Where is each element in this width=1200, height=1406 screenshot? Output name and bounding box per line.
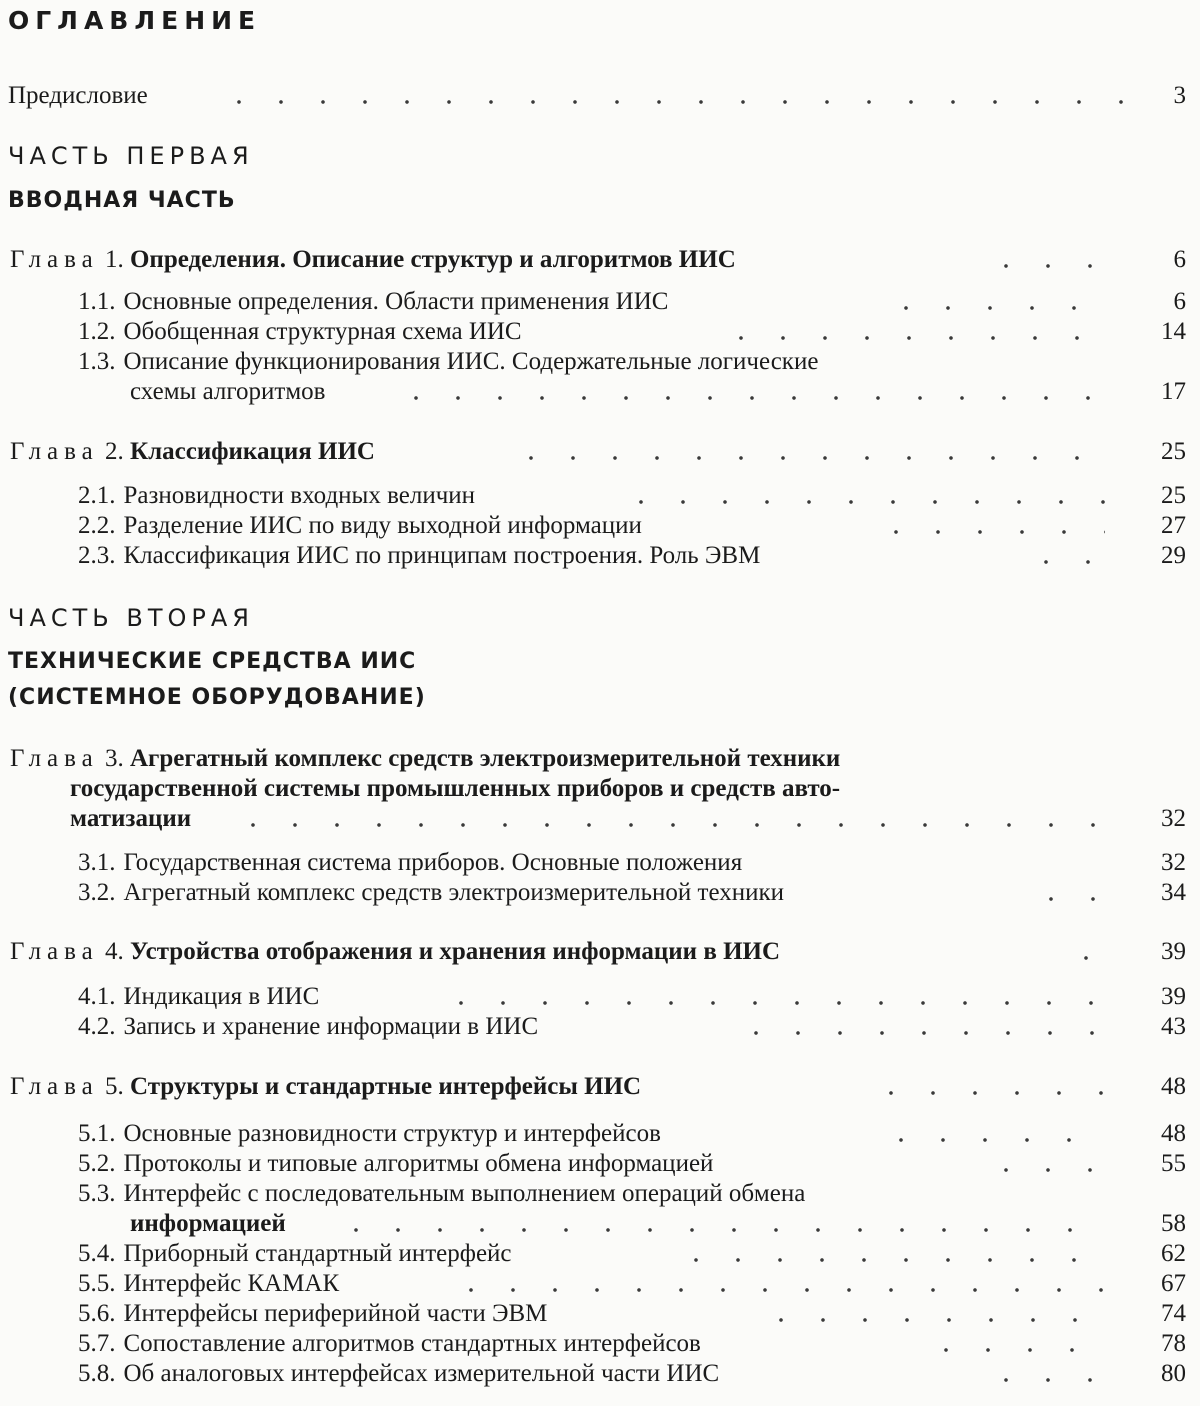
section-title bbox=[78, 1013, 538, 1041]
section-number: 4.1. bbox=[78, 983, 116, 1010]
chapter-number: 1. bbox=[104, 246, 124, 273]
section-number: 2.1. bbox=[78, 482, 116, 509]
section-title bbox=[78, 1120, 661, 1148]
dot-leader bbox=[885, 305, 1105, 311]
page-number: 39 bbox=[1161, 983, 1186, 1010]
part-label: ЧАСТЬ ВТОРАЯ bbox=[8, 604, 254, 632]
section-number: 5.3. bbox=[78, 1180, 116, 1207]
section-title bbox=[78, 983, 319, 1011]
section-number: 5.6. bbox=[78, 1300, 116, 1327]
toc-chapter bbox=[0, 1073, 1200, 1103]
dot-leader bbox=[985, 1167, 1105, 1173]
toc-section bbox=[0, 1360, 1200, 1390]
section-title bbox=[78, 1150, 713, 1178]
entry-title: Предисловие bbox=[8, 82, 148, 109]
dot-leader bbox=[925, 1347, 1105, 1353]
dot-leader bbox=[510, 455, 1105, 461]
dot-leader bbox=[985, 263, 1105, 269]
toc-section bbox=[0, 1150, 1200, 1180]
chapter-number: 3. bbox=[104, 745, 124, 772]
toc-chapter bbox=[0, 745, 1200, 775]
chapter-title bbox=[10, 938, 780, 966]
section-number: 5.1. bbox=[78, 1120, 116, 1147]
dot-leader bbox=[335, 1227, 1105, 1233]
part-title-continued: (СИСТЕМНОЕ ОБОРУДОВАНИЕ) bbox=[8, 685, 426, 710]
page-number: 74 bbox=[1161, 1300, 1186, 1327]
chapter-name-continued: матизации bbox=[70, 805, 192, 832]
section-name: Обобщенная структурная схема ИИС bbox=[123, 318, 522, 345]
page-number: 67 bbox=[1161, 1270, 1186, 1297]
dot-leader bbox=[675, 1257, 1105, 1263]
chapter-number: 4. bbox=[104, 938, 124, 965]
section-title bbox=[78, 1360, 719, 1388]
section-name: Интерфейс КАМАК bbox=[123, 1270, 340, 1297]
section-title bbox=[78, 348, 818, 376]
glava-word: Глава bbox=[10, 938, 99, 965]
section-title bbox=[78, 288, 668, 316]
section-title bbox=[78, 318, 522, 346]
page-number: 48 bbox=[1161, 1073, 1186, 1100]
glava-word: Глава bbox=[10, 438, 99, 465]
toc-section bbox=[0, 348, 1200, 378]
page-number: 55 bbox=[1161, 1150, 1186, 1177]
dot-leader bbox=[218, 99, 1158, 105]
toc-section bbox=[0, 1120, 1200, 1150]
page-number: 3 bbox=[1173, 82, 1186, 109]
toc-chapter bbox=[0, 938, 1200, 968]
toc-section bbox=[0, 879, 1200, 909]
section-name: Запись и хранение информации в ИИС bbox=[123, 1013, 539, 1040]
toc-section bbox=[0, 1013, 1200, 1043]
toc-chapter bbox=[0, 246, 1200, 276]
page-number: 25 bbox=[1161, 438, 1186, 465]
section-number: 1.1. bbox=[78, 288, 116, 315]
section-title bbox=[78, 542, 760, 570]
section-name: Основные определения. Области применения ИИС bbox=[123, 288, 669, 315]
dot-leader bbox=[395, 395, 1105, 401]
section-name: Приборный стандартный интерфейс bbox=[123, 1240, 512, 1267]
dot-leader bbox=[735, 1030, 1105, 1036]
chapter-number: 2. bbox=[104, 438, 124, 465]
section-name: Основные разновидности структур и интерфейсов bbox=[123, 1120, 661, 1147]
chapter-name: Классификация ИИС bbox=[129, 438, 375, 465]
part-title: ВВОДНАЯ ЧАСТЬ bbox=[8, 188, 236, 213]
glava-word: Глава bbox=[10, 1073, 99, 1100]
dot-leader bbox=[1030, 896, 1105, 902]
page-number: 27 bbox=[1161, 512, 1186, 539]
chapter-name-continued: государственной системы промышленных приборов и средств авто- bbox=[70, 775, 841, 802]
page-number: 25 bbox=[1161, 482, 1186, 509]
section-title bbox=[78, 849, 742, 877]
part-title: ТЕХНИЧЕСКИЕ СРЕДСТВА ИИС bbox=[8, 649, 417, 674]
toc-section bbox=[0, 542, 1200, 572]
section-number: 5.7. bbox=[78, 1330, 116, 1357]
toc-section bbox=[0, 288, 1200, 318]
section-title bbox=[78, 1180, 805, 1208]
section-name: Описание функционирования ИИС. Содержательные логические bbox=[123, 348, 819, 375]
chapter-name: Агрегатный комплекс средств электроизмерительной техники bbox=[129, 745, 841, 772]
section-number: 1.3. bbox=[78, 348, 116, 375]
toc-section bbox=[0, 1270, 1200, 1300]
section-number: 2.2. bbox=[78, 512, 116, 539]
section-number: 5.4. bbox=[78, 1240, 116, 1267]
section-name: Интерфейс с последовательным выполнением операций обмена bbox=[123, 1180, 806, 1207]
section-title bbox=[78, 1240, 512, 1268]
section-name: Государственная система приборов. Основные положения bbox=[123, 849, 743, 876]
chapter-name: Структуры и стандартные интерфейсы ИИС bbox=[129, 1073, 642, 1100]
section-name: Интерфейсы периферийной части ЭВМ bbox=[123, 1300, 548, 1327]
section-name: Об аналоговых интерфейсах измерительной части ИИС bbox=[123, 1360, 720, 1387]
section-title bbox=[78, 1330, 701, 1358]
section-title bbox=[78, 1300, 547, 1328]
section-title bbox=[78, 879, 784, 907]
chapter-name: Устройства отображения и хранения информации в ИИС bbox=[129, 938, 781, 965]
chapter-number: 5. bbox=[104, 1073, 124, 1100]
section-number: 3.2. bbox=[78, 879, 116, 906]
toc-section bbox=[0, 1300, 1200, 1330]
dot-leader bbox=[870, 1090, 1105, 1096]
dot-leader bbox=[440, 1000, 1105, 1006]
toc-section-continued bbox=[0, 378, 1200, 408]
section-name-continued: схемы алгоритмов bbox=[130, 378, 326, 405]
page-number: 32 bbox=[1161, 805, 1186, 832]
section-number: 5.5. bbox=[78, 1270, 116, 1297]
dot-leader bbox=[875, 529, 1105, 535]
dot-leader bbox=[880, 1137, 1105, 1143]
page-number: 6 bbox=[1173, 246, 1186, 273]
section-number: 4.2. bbox=[78, 1013, 116, 1040]
dot-leader bbox=[450, 1287, 1105, 1293]
toc-section bbox=[0, 983, 1200, 1013]
part-label: ЧАСТЬ ПЕРВАЯ bbox=[8, 142, 254, 170]
page-number: 17 bbox=[1161, 378, 1186, 405]
dot-leader bbox=[760, 1317, 1105, 1323]
toc-chapter bbox=[0, 438, 1200, 468]
page-number: 58 bbox=[1161, 1210, 1186, 1237]
section-name-continued: информацией bbox=[130, 1210, 286, 1237]
page-number: 48 bbox=[1161, 1120, 1186, 1147]
page-number: 80 bbox=[1161, 1360, 1186, 1387]
section-name: Разделение ИИС по виду выходной информации bbox=[123, 512, 642, 539]
toc-section bbox=[0, 1330, 1200, 1360]
chapter-title bbox=[10, 246, 736, 274]
dot-leader bbox=[1025, 559, 1105, 565]
toc-title: ОГЛАВЛЕНИЕ bbox=[8, 6, 262, 35]
dot-leader bbox=[1065, 955, 1105, 961]
toc-section bbox=[0, 318, 1200, 348]
section-name: Классификация ИИС по принципам построения. Роль ЭВМ bbox=[123, 542, 761, 569]
section-name: Протоколы и типовые алгоритмы обмена информацией bbox=[123, 1150, 714, 1177]
chapter-name: Определения. Описание структур и алгоритмов ИИС bbox=[129, 246, 736, 273]
section-name: Индикация в ИИС bbox=[123, 983, 320, 1010]
section-title bbox=[78, 512, 642, 540]
page-number: 62 bbox=[1161, 1240, 1186, 1267]
page-number: 32 bbox=[1161, 849, 1186, 876]
page-number: 34 bbox=[1161, 879, 1186, 906]
toc-chapter-continued bbox=[0, 805, 1200, 835]
section-number: 1.2. bbox=[78, 318, 116, 345]
page-number: 78 bbox=[1161, 1330, 1186, 1357]
dot-leader bbox=[985, 1377, 1105, 1383]
toc-section bbox=[0, 1180, 1200, 1210]
chapter-title bbox=[10, 1073, 641, 1101]
chapter-title bbox=[10, 438, 375, 466]
section-number: 3.1. bbox=[78, 849, 116, 876]
section-name: Агрегатный комплекс средств электроизмерительной техники bbox=[123, 879, 785, 906]
section-name: Сопоставление алгоритмов стандартных интерфейсов bbox=[123, 1330, 701, 1357]
section-title bbox=[78, 1270, 339, 1298]
page-number: 6 bbox=[1173, 288, 1186, 315]
page-number: 39 bbox=[1161, 938, 1186, 965]
dot-leader bbox=[720, 335, 1105, 341]
page-number: 14 bbox=[1161, 318, 1186, 345]
section-number: 5.8. bbox=[78, 1360, 116, 1387]
toc-section bbox=[0, 849, 1200, 879]
section-number: 2.3. bbox=[78, 542, 116, 569]
toc-section bbox=[0, 1240, 1200, 1270]
section-name: Разновидности входных величин bbox=[123, 482, 476, 509]
toc-section-continued bbox=[0, 1210, 1200, 1240]
section-title bbox=[78, 482, 475, 510]
dot-leader bbox=[232, 822, 1105, 828]
glava-word: Глава bbox=[10, 745, 99, 772]
toc-entry-preface bbox=[0, 82, 1200, 112]
section-number: 5.2. bbox=[78, 1150, 116, 1177]
page-number: 29 bbox=[1161, 542, 1186, 569]
dot-leader bbox=[620, 499, 1105, 505]
toc-section bbox=[0, 512, 1200, 542]
page-number: 43 bbox=[1161, 1013, 1186, 1040]
chapter-title bbox=[10, 745, 840, 773]
toc-section bbox=[0, 482, 1200, 512]
glava-word: Глава bbox=[10, 246, 99, 273]
